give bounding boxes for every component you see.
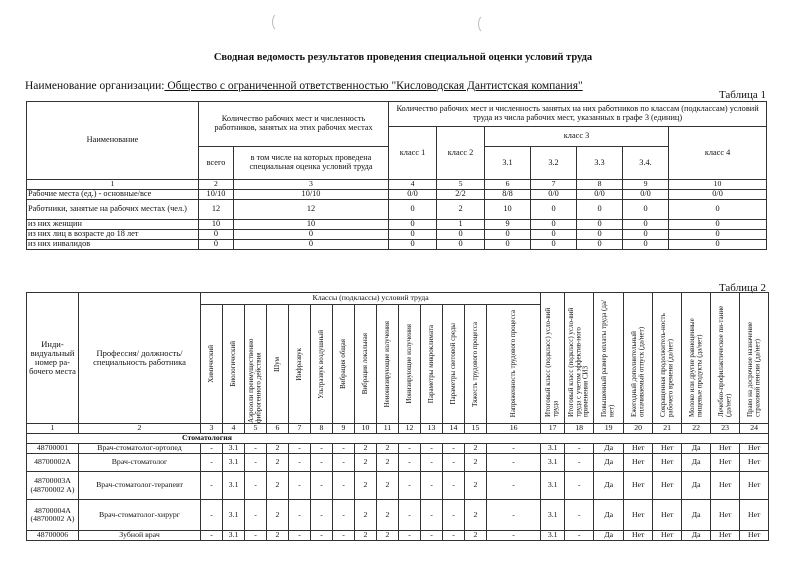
header-factor <box>421 305 443 424</box>
column-number: 4 <box>389 180 437 190</box>
table-cell: 3.1 <box>223 472 245 500</box>
table-cell: 0 <box>623 220 669 230</box>
header-factor-label: Вибрация общая <box>338 339 347 389</box>
header-factor-label: Параметры световой среды <box>448 323 457 405</box>
table-cell: 0/0 <box>531 190 577 200</box>
table-cell: - <box>487 500 541 531</box>
table-cell: - <box>565 454 594 472</box>
header-name: Наименование <box>27 102 199 180</box>
table-cell: 2 <box>437 200 485 220</box>
table-cell: - <box>565 531 594 541</box>
header-factor-label: Ионизирующие излучения <box>404 324 413 404</box>
table-cell: - <box>333 472 355 500</box>
header-class2: класс 2 <box>437 127 485 180</box>
column-number: 1 <box>27 180 199 190</box>
table-cell: 0 <box>437 240 485 250</box>
table-row <box>27 444 769 454</box>
table-cell: 0 <box>199 240 234 250</box>
column-number: 13 <box>421 424 443 434</box>
organization-line <box>25 80 583 92</box>
header-factor-label: Химический <box>206 345 215 383</box>
header-c34: 3.4. <box>623 147 669 180</box>
column-number: 12 <box>399 424 421 434</box>
table-cell: - <box>289 500 311 531</box>
table-cell: - <box>333 500 355 531</box>
column-number: 20 <box>624 424 653 434</box>
table-cell: 3.1 <box>541 531 565 541</box>
column-number: 2 <box>199 180 234 190</box>
workplace-id: 48700006 <box>27 531 79 541</box>
organization-label: Наименование организации: <box>25 80 165 92</box>
profession-name: Врач-стоматолог <box>79 454 201 472</box>
header-factor-label: Биологический <box>228 341 237 387</box>
table-cell: Нет <box>624 454 653 472</box>
table-cell: 2 <box>377 454 399 472</box>
table-cell: Да <box>594 500 624 531</box>
table-cell: - <box>311 454 333 472</box>
column-number: 16 <box>487 424 541 434</box>
table-cell: 10/10 <box>199 190 234 200</box>
table-cell: 0 <box>389 200 437 220</box>
row-label: Работники, занятые на рабочих местах (чел.) <box>27 200 199 220</box>
column-number: 2 <box>79 424 201 434</box>
header-factor <box>333 305 355 424</box>
table-cell: 0 <box>531 230 577 240</box>
column-number: 22 <box>682 424 711 434</box>
column-number: 10 <box>669 180 767 190</box>
table-cell: - <box>333 454 355 472</box>
table-cell: Нет <box>624 531 653 541</box>
table-cell: 0 <box>389 240 437 250</box>
header-factor-label: Инфразвук <box>294 347 303 381</box>
table-cell: Нет <box>711 472 740 500</box>
column-number: 15 <box>465 424 487 434</box>
table-cell: Нет <box>624 500 653 531</box>
table-cell: 3.1 <box>223 531 245 541</box>
table-cell: 0 <box>199 230 234 240</box>
table-cell: Нет <box>711 500 740 531</box>
table-cell: 2 <box>267 472 289 500</box>
header-factor <box>465 305 487 424</box>
table-cell: - <box>565 444 594 454</box>
table-cell: 0 <box>669 200 767 220</box>
table1-caption: Таблица 1 <box>718 89 766 101</box>
table-row <box>27 472 769 500</box>
table-cell: 0 <box>669 230 767 240</box>
workplace-id: 48700001 <box>27 444 79 454</box>
header-factor-label: Неионизирующие излучения <box>382 320 391 408</box>
table-cell: 2 <box>377 444 399 454</box>
table-cell: - <box>487 531 541 541</box>
table-cell: 1 <box>437 220 485 230</box>
table-cell: 0 <box>389 230 437 240</box>
table-cell: 2 <box>355 531 377 541</box>
table-cell: - <box>311 531 333 541</box>
table-cell: 10 <box>199 220 234 230</box>
table-cell: Да <box>682 531 711 541</box>
header-extra-label: Ежегодный дополнительный оплачиваемый отпуск (да/нет) <box>629 326 646 417</box>
header-extra <box>624 293 653 424</box>
table-cell: Нет <box>711 531 740 541</box>
table-cell: 2/2 <box>437 190 485 200</box>
table-cell: 2 <box>355 472 377 500</box>
table-cell: - <box>399 472 421 500</box>
column-number: 10 <box>355 424 377 434</box>
table-cell: 0 <box>577 240 623 250</box>
table-cell: - <box>245 531 267 541</box>
table-cell: 10 <box>234 220 389 230</box>
header-class1: класс 1 <box>389 127 437 180</box>
table-cell: Нет <box>653 500 682 531</box>
table-cell: 0 <box>623 200 669 220</box>
profession-name: Врач-стоматолог-хирург <box>79 500 201 531</box>
table-cell: 2 <box>465 444 487 454</box>
table-cell: Да <box>682 500 711 531</box>
header-classes-group: Классы (подклассы) условий труда <box>201 293 541 305</box>
header-factor-label: Ультразвук воздушный <box>316 329 325 399</box>
table-cell: - <box>487 472 541 500</box>
column-number: 5 <box>437 180 485 190</box>
table-cell: 2 <box>377 500 399 531</box>
column-number: 3 <box>234 180 389 190</box>
header-extra <box>594 293 624 424</box>
table-cell: 0 <box>623 230 669 240</box>
table-cell: - <box>421 500 443 531</box>
table-cell: - <box>421 444 443 454</box>
column-number: 11 <box>377 424 399 434</box>
table-cell: 0 <box>531 200 577 220</box>
table-cell: 0/0 <box>669 190 767 200</box>
workplaces-table <box>26 292 769 541</box>
table2-caption: Таблица 2 <box>718 282 766 294</box>
row-label: из них женщин <box>27 220 199 230</box>
header-factor <box>443 305 465 424</box>
table-cell: - <box>487 454 541 472</box>
table-cell: 8/8 <box>485 190 531 200</box>
table-cell: 0 <box>623 240 669 250</box>
row-label: из них инвалидов <box>27 240 199 250</box>
table-cell: 3.1 <box>541 444 565 454</box>
header-workplace-id: Инди-видуальный номер ра-бочего места <box>27 293 79 424</box>
header-factor-label: Вибрация локальная <box>360 333 369 395</box>
header-extra-label: Итоговый класс (подкласс) усло-вий труда <box>544 307 560 417</box>
table-cell: 12 <box>234 200 389 220</box>
column-number: 1 <box>27 424 79 434</box>
table-cell: 3.1 <box>541 500 565 531</box>
table-cell: Нет <box>740 531 769 541</box>
profession-name: Зубной врач <box>79 531 201 541</box>
table-cell: Нет <box>624 472 653 500</box>
table-cell: Да <box>682 472 711 500</box>
table-cell: 2 <box>267 500 289 531</box>
table-cell: Нет <box>740 454 769 472</box>
table-row <box>27 240 767 250</box>
table-cell: 2 <box>465 472 487 500</box>
header-factor <box>245 305 267 424</box>
table-cell: 0 <box>485 240 531 250</box>
table-cell: 0 <box>234 240 389 250</box>
table-cell: 0 <box>437 230 485 240</box>
table-cell: - <box>443 454 465 472</box>
workplace-id: 48700004А (48700002 А) <box>27 500 79 531</box>
header-factor-label: Шум <box>272 356 281 372</box>
table-cell: - <box>333 531 355 541</box>
header-extra <box>541 293 565 424</box>
column-number: 3 <box>201 424 223 434</box>
table2-number-row <box>27 424 769 434</box>
column-number: 8 <box>311 424 333 434</box>
table-cell: 0 <box>531 220 577 230</box>
document-title: Сводная ведомость результатов проведения специальной оценки условий труда <box>213 52 593 63</box>
header-factor <box>267 305 289 424</box>
header-assessed: в том числе на которых проведена специальная оценка условий труда <box>234 147 389 180</box>
table1-number-row <box>27 180 767 190</box>
column-number: 21 <box>653 424 682 434</box>
table-cell: Нет <box>653 454 682 472</box>
table-cell: 0 <box>389 220 437 230</box>
header-factor <box>355 305 377 424</box>
punch-hole-left <box>272 12 288 32</box>
table-cell: - <box>245 454 267 472</box>
table-row <box>27 531 769 541</box>
table-cell: 2 <box>267 454 289 472</box>
table-cell: Нет <box>740 500 769 531</box>
table-cell: - <box>565 500 594 531</box>
column-number: 24 <box>740 424 769 434</box>
table-cell: 3.1 <box>541 454 565 472</box>
table-cell: Да <box>594 444 624 454</box>
table-cell: 2 <box>355 444 377 454</box>
table-cell: 2 <box>465 454 487 472</box>
table-row <box>27 190 767 200</box>
header-factor <box>487 305 541 424</box>
section-stomatology: Стоматология <box>27 434 769 444</box>
table-cell: 2 <box>465 500 487 531</box>
column-number: 6 <box>267 424 289 434</box>
table-cell: Нет <box>711 444 740 454</box>
row-label: из них лиц в возрасте до 18 лет <box>27 230 199 240</box>
header-factor-label: Аэрозоли преимущественно фиброгенного действия <box>247 338 263 423</box>
table-cell: Да <box>594 472 624 500</box>
table1-body <box>27 190 767 250</box>
table-cell: Нет <box>624 444 653 454</box>
table-cell: 0 <box>577 200 623 220</box>
table-cell: 3.1 <box>223 500 245 531</box>
table-cell: - <box>201 472 223 500</box>
header-factor <box>311 305 333 424</box>
table-cell: - <box>421 531 443 541</box>
header-extra-label: Лечебно-профилактическое пи-тание (да/нет) <box>716 305 733 417</box>
table-cell: Да <box>682 454 711 472</box>
header-c33: 3.3 <box>577 147 623 180</box>
table-cell: 0 <box>669 220 767 230</box>
table-cell: 0 <box>234 230 389 240</box>
header-extra-label: Итоговый класс (подкласс) усло-вий труда с учетом эффектив-ного применения СИЗ <box>567 307 590 417</box>
table-cell: 2 <box>465 531 487 541</box>
table-cell: - <box>333 444 355 454</box>
header-factor <box>377 305 399 424</box>
header-factor-label: Тяжесть трудового процесса <box>470 321 479 407</box>
header-workplaces-group: Количество рабочих мест и численность работников, занятых на этих рабочих местах <box>199 102 389 147</box>
table-cell: 2 <box>267 531 289 541</box>
table-cell: - <box>289 531 311 541</box>
table-cell: 0 <box>531 240 577 250</box>
header-extra-label: Молоко или другие равноценные пищевые продукты (да/нет) <box>687 318 704 417</box>
header-extra <box>565 293 594 424</box>
table-cell: - <box>245 472 267 500</box>
profession-name: Врач-стоматолог-ортопед <box>79 444 201 454</box>
table-cell: 3.1 <box>541 472 565 500</box>
column-number: 14 <box>443 424 465 434</box>
table-cell: - <box>399 500 421 531</box>
header-extra <box>740 293 769 424</box>
table-cell: 0 <box>485 230 531 240</box>
table-cell: 2 <box>267 444 289 454</box>
table-cell: 2 <box>377 531 399 541</box>
column-number: 7 <box>531 180 577 190</box>
table-cell: - <box>399 531 421 541</box>
header-profession: Профессия/ должность/ специальность работника <box>79 293 201 424</box>
table-cell: 10/10 <box>234 190 389 200</box>
table-row <box>27 220 767 230</box>
column-number: 18 <box>565 424 594 434</box>
table-cell: 9 <box>485 220 531 230</box>
header-extra <box>653 293 682 424</box>
table-cell: 0 <box>577 220 623 230</box>
header-extra-label: Право на досрочное назначение страховой пенсии (да/нет) <box>745 321 762 417</box>
table-row <box>27 500 769 531</box>
table-row <box>27 200 767 220</box>
table-cell: Да <box>594 454 624 472</box>
table-cell: Нет <box>740 472 769 500</box>
table-cell: - <box>245 444 267 454</box>
table-cell: - <box>487 444 541 454</box>
table-cell: - <box>201 531 223 541</box>
header-extra <box>682 293 711 424</box>
table-cell: - <box>443 472 465 500</box>
column-number: 5 <box>245 424 267 434</box>
table-cell: 2 <box>355 454 377 472</box>
table-cell: Нет <box>653 531 682 541</box>
column-number: 7 <box>289 424 311 434</box>
organization-name: Общество с ограниченной ответственностью "Кисловодская Дантистская компания" <box>164 80 583 92</box>
table-cell: - <box>421 472 443 500</box>
row-label: Рабочие места (ед.) - основные/все <box>27 190 199 200</box>
header-class3: класс 3 <box>485 127 669 147</box>
header-factor <box>399 305 421 424</box>
table-cell: 0/0 <box>389 190 437 200</box>
table-cell: 12 <box>199 200 234 220</box>
header-c31: 3.1 <box>485 147 531 180</box>
table-cell: - <box>443 500 465 531</box>
header-class4: класс 4 <box>669 127 767 180</box>
table-cell: 3.1 <box>223 454 245 472</box>
table-cell: 0/0 <box>577 190 623 200</box>
header-factor-label: Параметры микроклимата <box>426 324 435 404</box>
table-cell: - <box>443 531 465 541</box>
table-cell: - <box>311 444 333 454</box>
table-cell: - <box>421 454 443 472</box>
table-cell: - <box>201 444 223 454</box>
header-factor <box>201 305 223 424</box>
table-cell: 2 <box>355 500 377 531</box>
table-cell: Нет <box>653 444 682 454</box>
summary-table <box>26 101 767 250</box>
table-cell: - <box>289 472 311 500</box>
profession-name: Врач-стоматолог-терапевт <box>79 472 201 500</box>
table-cell: - <box>443 444 465 454</box>
table-cell: - <box>399 454 421 472</box>
column-number: 19 <box>594 424 624 434</box>
table-cell: - <box>245 500 267 531</box>
header-extra-label: Повышенный размер оплаты труда (да/нет) <box>600 300 616 417</box>
column-number: 8 <box>577 180 623 190</box>
table-cell: - <box>311 500 333 531</box>
header-factor-label: Напряженность трудового процесса <box>508 310 517 418</box>
header-factor <box>289 305 311 424</box>
table-cell: - <box>201 500 223 531</box>
column-number: 23 <box>711 424 740 434</box>
header-extra <box>711 293 740 424</box>
table-cell: 0 <box>577 230 623 240</box>
workplace-id: 48700003А (48700002 А) <box>27 472 79 500</box>
table-row <box>27 454 769 472</box>
table-cell: 2 <box>377 472 399 500</box>
table-cell: - <box>311 472 333 500</box>
column-number: 9 <box>623 180 669 190</box>
table-row <box>27 230 767 240</box>
header-factor <box>223 305 245 424</box>
column-number: 17 <box>541 424 565 434</box>
table-cell: - <box>201 454 223 472</box>
table-cell: 3.1 <box>223 444 245 454</box>
header-extra-label: Сокращенная продолжитель-ность рабочего времени (да/нет) <box>658 313 675 417</box>
column-number: 9 <box>333 424 355 434</box>
header-total: всего <box>199 147 234 180</box>
table-cell: 0 <box>669 240 767 250</box>
workplace-id: 48700002А <box>27 454 79 472</box>
header-c32: 3.2 <box>531 147 577 180</box>
punch-hole-right <box>478 14 494 34</box>
table-cell: - <box>289 454 311 472</box>
column-number-row <box>27 180 767 190</box>
header-classes-group: Количество рабочих мест и численность занятых на них работников по классам (подклассам) условий труда из числа рабочих мест, указанных в графе 3 (единиц) <box>389 102 767 127</box>
column-number: 4 <box>223 424 245 434</box>
table-cell: - <box>289 444 311 454</box>
table-cell: Нет <box>711 454 740 472</box>
table-cell: Да <box>594 531 624 541</box>
table-cell: Да <box>682 444 711 454</box>
table-cell: 0/0 <box>623 190 669 200</box>
table-cell: - <box>565 472 594 500</box>
table-cell: Нет <box>653 472 682 500</box>
table-cell: Нет <box>740 444 769 454</box>
column-number-row <box>27 424 769 434</box>
table-cell: 10 <box>485 200 531 220</box>
table-cell: - <box>399 444 421 454</box>
table2-body <box>27 444 769 541</box>
column-number: 6 <box>485 180 531 190</box>
